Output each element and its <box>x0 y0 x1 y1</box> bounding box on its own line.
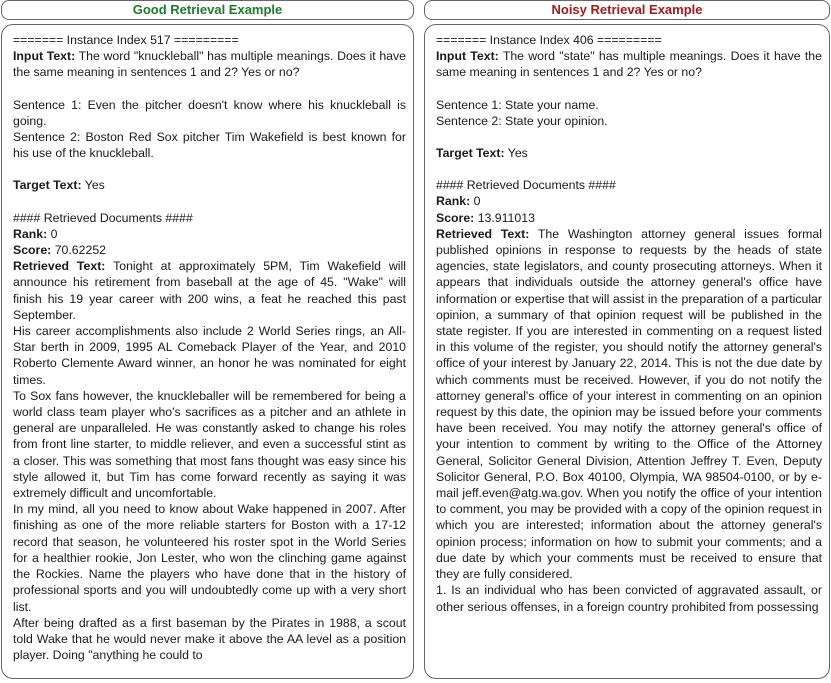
target-label: Target Text: <box>13 178 82 193</box>
noisy-retrieval-title: Noisy Retrieval Example <box>424 0 830 20</box>
target-value: Yes <box>84 178 105 193</box>
score <box>436 210 822 226</box>
score-label: Score: <box>436 210 475 225</box>
instance-header: ======= Instance Index 406 ========= <box>436 33 662 47</box>
instance-header: ======= Instance Index 517 ========= <box>13 33 239 47</box>
retrieved-paragraph: Tonight at approximately 5PM, Tim Wakefield will announce his retirement from baseball at the age of 45. "Wake" will finish his 19 year career with 200 wins, a feat he reached this past September. <box>13 259 406 322</box>
target-label: Target Text: <box>436 146 505 161</box>
input-value: The word "knuckleball" has multiple meanings. Does it have the same meaning in sentences 1 and 2? Yes or no? <box>13 49 406 80</box>
score-value: 70.62252 <box>54 243 106 258</box>
score <box>13 242 406 258</box>
rank-label: Rank: <box>436 194 471 209</box>
good-retrieval-column <box>1 0 414 663</box>
rank-value: 0 <box>473 194 481 209</box>
retrieved-label: Retrieved Text: <box>13 259 106 274</box>
target-value: Yes <box>507 146 528 161</box>
retrieved-paragraph: In my mind, all you need to know about Wake happened in 2007. After finishing as one of the more reliable starters for Boston with a 17-12 record that season, he volunteered his roster spot in the World Series for a healthier rookie, Jon Lester, who won the clinching game against the Rockies. Name the players who have done that in the history of professional sports and you will undoubtedly come up with a very short list. <box>13 502 406 614</box>
retrieved-paragraph: The Washington attorney general issues formal published opinions in response to requests by the heads of state agencies, state legislators, and county prosecuting attorneys. When it appears that individuals outside the attorney general's office have information or expertise that will assist in the preparation of a particular opinion, a summary of that opinion request will be published in the state register. If you are interested in commenting on a request listed in this volume of the register, you should notify the attorney general's office of your interest by January 22, 2014. This is not the due date by which comments must be received. However, if you do not notify the attorney general's office of your interest in commenting on an opinion request by this date, the opinion may be issued before your comments have been received. You may notify the attorney general's office of your intention to comment by writing to the Office of the Attorney General, Solicitor General Division, Attention Jeffrey T. Even, Deputy Solicitor General, P.O. Box 40100, Olympia, WA 98504-0100, or by e-mail jeff.even@atg.wa.gov. When you notify the office of your intention to comment, you may be provided with a copy of the opinion request in which you are interested; information about the attorney general's opinion process; information on how to submit your comments; and a due date by which your comments must be received to ensure that they are fully considered. <box>436 226 822 582</box>
input-label: Input Text: <box>13 49 76 64</box>
sentence-1: Sentence 1: Even the pitcher doesn't know where his knuckleball is going. <box>13 97 406 128</box>
rank <box>13 226 406 242</box>
rank-label: Rank: <box>13 226 48 241</box>
retrieved-paragraph: To Sox fans however, the knuckleballer will be remembered for being a world class team player who's sacrifices as a pitcher and an athlete in general are unparalleled. He was constantly asked to change his roles from front line starter, to middle reliever, and even a successful stint as a closer. This was something that most fans thought was easy since his style allowed it, but Tim has come forward recently as saying it was extremely difficult and uncomfortable. <box>13 388 406 501</box>
retrieved-header: #### Retrieved Documents #### <box>13 210 193 225</box>
noisy-retrieval-column <box>424 0 830 614</box>
sentence-2: Sentence 2: State your opinion. <box>436 113 608 128</box>
retrieved-paragraph: After being drafted as a first baseman by the Pirates in 1988, a scout told Wake that he would never make it above the AA level as a position player. Doing "anything he could to <box>13 615 406 663</box>
score-value: 13.911013 <box>477 210 535 225</box>
target-text <box>13 177 406 193</box>
rank-value: 0 <box>50 226 58 241</box>
input-text <box>436 48 822 80</box>
good-retrieval-panel <box>1 24 414 679</box>
retrieved-header: #### Retrieved Documents #### <box>436 178 616 193</box>
input-text <box>13 48 406 80</box>
score-label: Score: <box>13 243 52 258</box>
input-value: The word "state" has multiple meanings. Does it have the same meaning in sentences 1 and 2? Yes or no? <box>436 49 822 80</box>
sentence-1: Sentence 1: State your name. <box>436 97 599 112</box>
noisy-retrieval-panel <box>424 24 830 679</box>
target-text <box>436 145 822 161</box>
retrieved-label: Retrieved Text: <box>436 226 530 241</box>
input-label: Input Text: <box>436 49 499 64</box>
retrieved-text <box>436 226 822 582</box>
rank <box>436 193 822 209</box>
retrieved-paragraph: 1. Is an individual who has been convicted of aggravated assault, or other serious offenses, in a foreign country prohibited from possessing <box>436 583 822 614</box>
retrieved-text <box>13 258 406 323</box>
sentence-2: Sentence 2: Boston Red Sox pitcher Tim Wakefield is best known for his use of the knuckleball. <box>13 130 406 161</box>
good-retrieval-title: Good Retrieval Example <box>1 0 414 20</box>
retrieved-paragraph: His career accomplishments also include 2 World Series rings, an All-Star berth in 2009, 1995 AL Comeback Player of the Year, and 2010 Roberto Clemente Award winner, an honor he was nominated for eight times. <box>13 324 406 387</box>
